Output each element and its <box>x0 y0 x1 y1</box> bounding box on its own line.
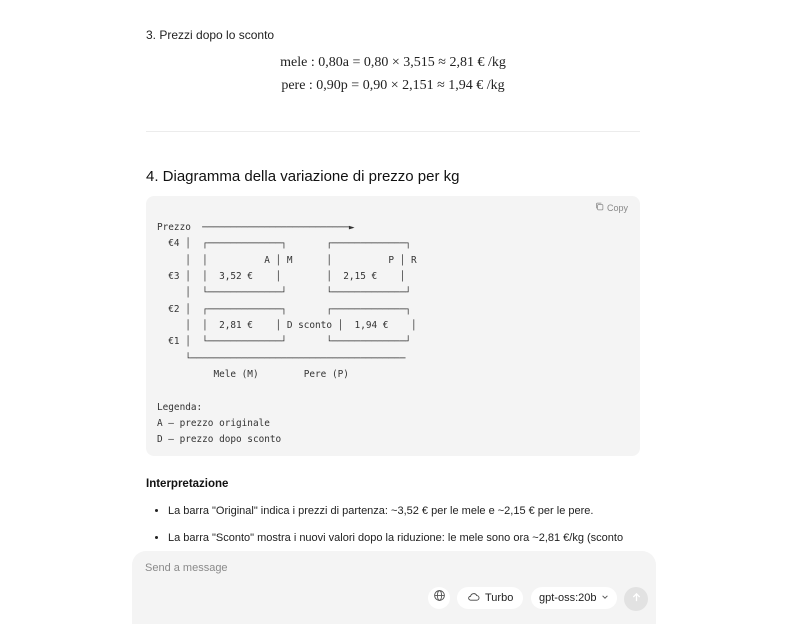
message-input[interactable]: Send a message <box>145 562 228 574</box>
arrow-up-icon <box>631 590 642 608</box>
send-button[interactable] <box>624 587 648 611</box>
step-heading: 3. Prezzi dopo lo sconto <box>146 28 275 42</box>
list-item: • La barra "Sconto" mostra i nuovi valori dopo la riduzione: le mele sono ora ~2,81 €/kg (sconto <box>168 530 640 546</box>
turbo-button[interactable] <box>457 587 523 609</box>
formula-pere: pere : 0,90p = 0,90 × 2,151 ≈ 1,94 € /kg <box>281 78 505 93</box>
section-divider <box>146 131 640 132</box>
interpretation-heading: Interpretazione <box>146 478 229 490</box>
cloud-icon <box>467 590 480 606</box>
section-heading: 4. Diagramma della variazione di prezzo per kg <box>146 168 460 185</box>
chevron-down-icon <box>601 592 609 604</box>
globe-icon <box>433 589 446 607</box>
formula-mele: mele : 0,80a = 0,80 × 3,515 ≈ 2,81 € /kg <box>280 55 506 70</box>
code-block <box>146 196 640 456</box>
copy-button[interactable] <box>595 202 628 213</box>
model-selector[interactable] <box>531 587 617 609</box>
web-search-button[interactable] <box>428 587 450 609</box>
list-item: • La barra "Original" indica i prezzi di partenza: ~3,52 € per le mele e ~2,15 € per le pere. <box>168 503 640 519</box>
copy-icon <box>595 202 604 213</box>
message-composer <box>132 551 656 624</box>
code-content: Prezzo ──────────────────────────► €4 │ ┌─────────────┐ ┌─────────────┐ │ │ A │ M │ P │ R €3 │ │ 3,52 € │ │ 2,15 € │ │ └─────────────┘ └─────────────┘ €2 │ ┌─────────────┐ ┌─────────────┐ │ │ 2,81 € │ D sconto │ 1,94 € │ €1 │ └─────────────┘ └─────────────┘ └────────────────────────────────────── Mele (M) Pere (P) Legenda: A – prezzo originale D – prezzo dopo sconto <box>157 222 417 446</box>
model-label: gpt-oss:20b <box>539 592 597 604</box>
interpretation-list <box>146 503 640 557</box>
copy-label: Copy <box>606 202 628 213</box>
turbo-label: Turbo <box>485 592 514 604</box>
